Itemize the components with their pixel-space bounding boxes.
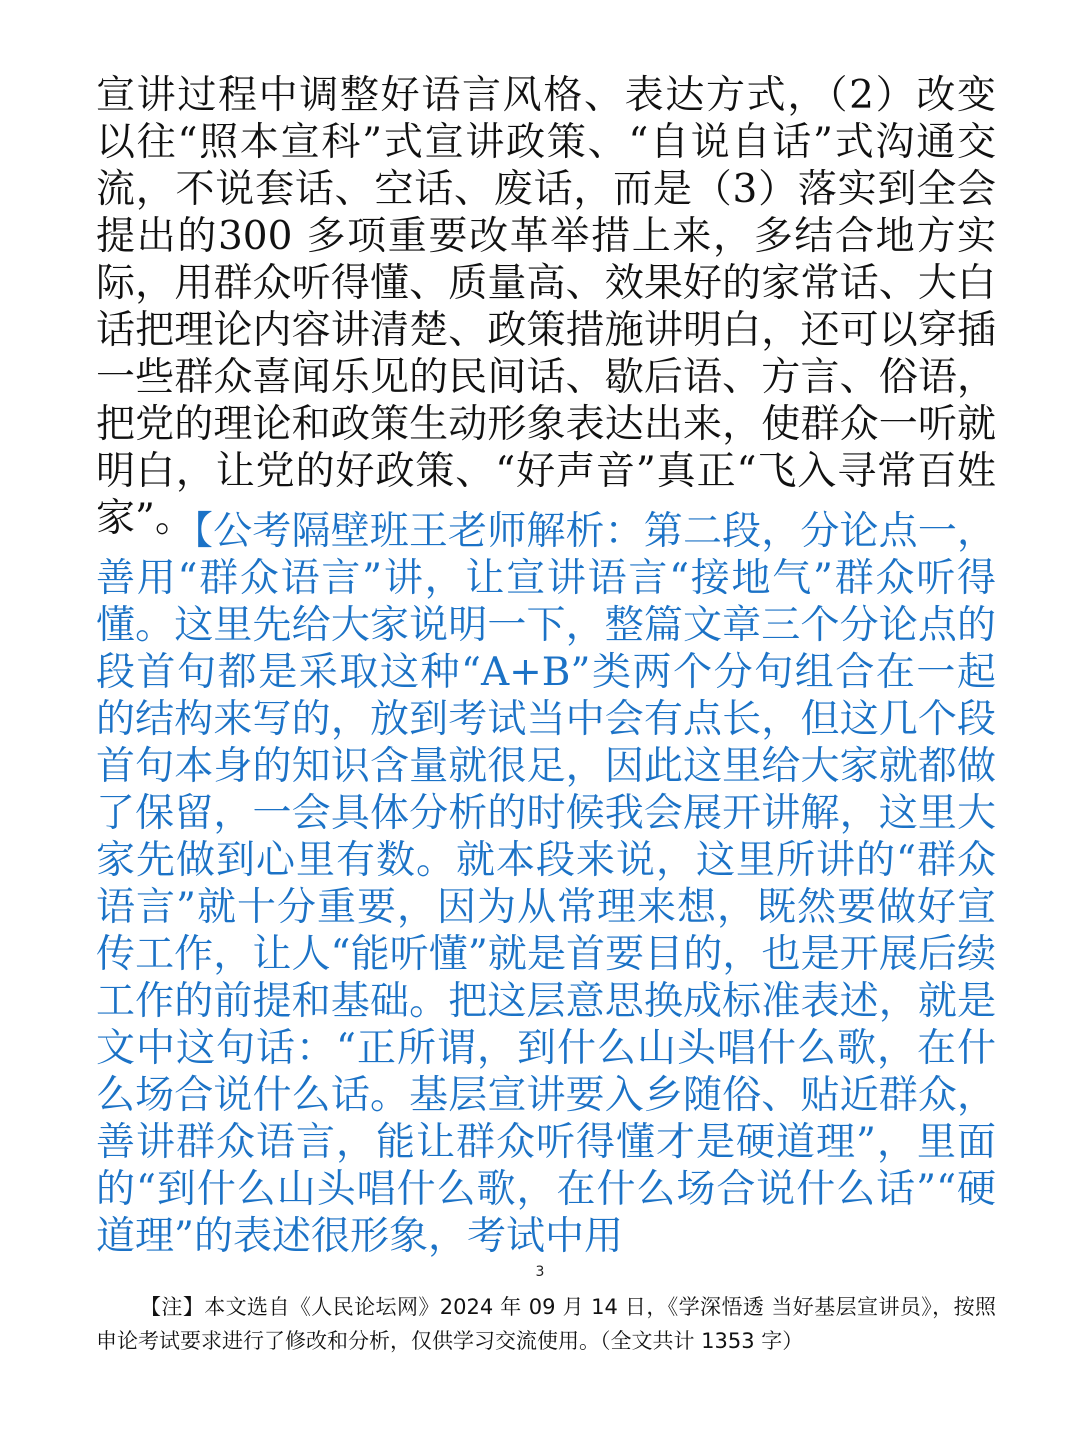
teacher-analysis-paragraph: 【公考隔壁班王老师解析：第二段，分论点一，善用“群众语言”讲，让宣讲语言“接地气”群众听得懂。这里先给大家说明一下，整篇文章三个分论点的段首句都是采取这种“A+B”类两个分句组合在一起的结构来写的，放到考试当中会有点长，但这几个段首句本身的知识含量就很足，因此这里给大家就都做了保留，一会具体分析的时候我会展开讲解，这里大家先做到心里有数。就本段来说，这里所讲的“群众语言”就十分重要，因为从常理来想，既然要做好宣传工作，让人“能听懂”就是首要目的，也是开展后续工作的前提和基础。把这层意思换成标准表述，就是文中这句话：“正所谓，到什么山头唱什么歌，在什么场合说什么话。基层宣讲要入乡随俗、贴近群众，善讲群众语言，能让群众听得懂才是硬道理”，里面的“到什么山头唱什么歌，在什么场合说什么话”“硬道理”的表述很形象，考试中用: [96, 509, 996, 1259]
source-note: 【注】本文选自《人民论坛网》2024 年 09 月 14 日，《学深悟透 当好基层宣讲员》，按照申论考试要求进行了修改和分析，仅供学习交流使用。（全文共计 1353 字）: [96, 1295, 996, 1353]
main-body-paragraph: 宣讲过程中调整好语言风格、表达方式，（2）改变以往“照本宣科”式宣讲政策、“自说自话”式沟通交流，不说套话、空话、废话，而是（3）落实到全会提出的300 多项重要改革举措上来，多结合地方实际，用群众听得懂、质量高、效果好的家常话、大白话把理论内容讲清楚、政策措施讲明白，还可以穿插一些群众喜闻乐见的民间话、歇后语、方言、俗语，把党的理论和政策生动形象表达出来，使群众一听就明白，让党的好政策、“好声音”真正“飞入寻常百姓家”。: [96, 73, 996, 541]
page-number: 3: [535, 1264, 545, 1280]
